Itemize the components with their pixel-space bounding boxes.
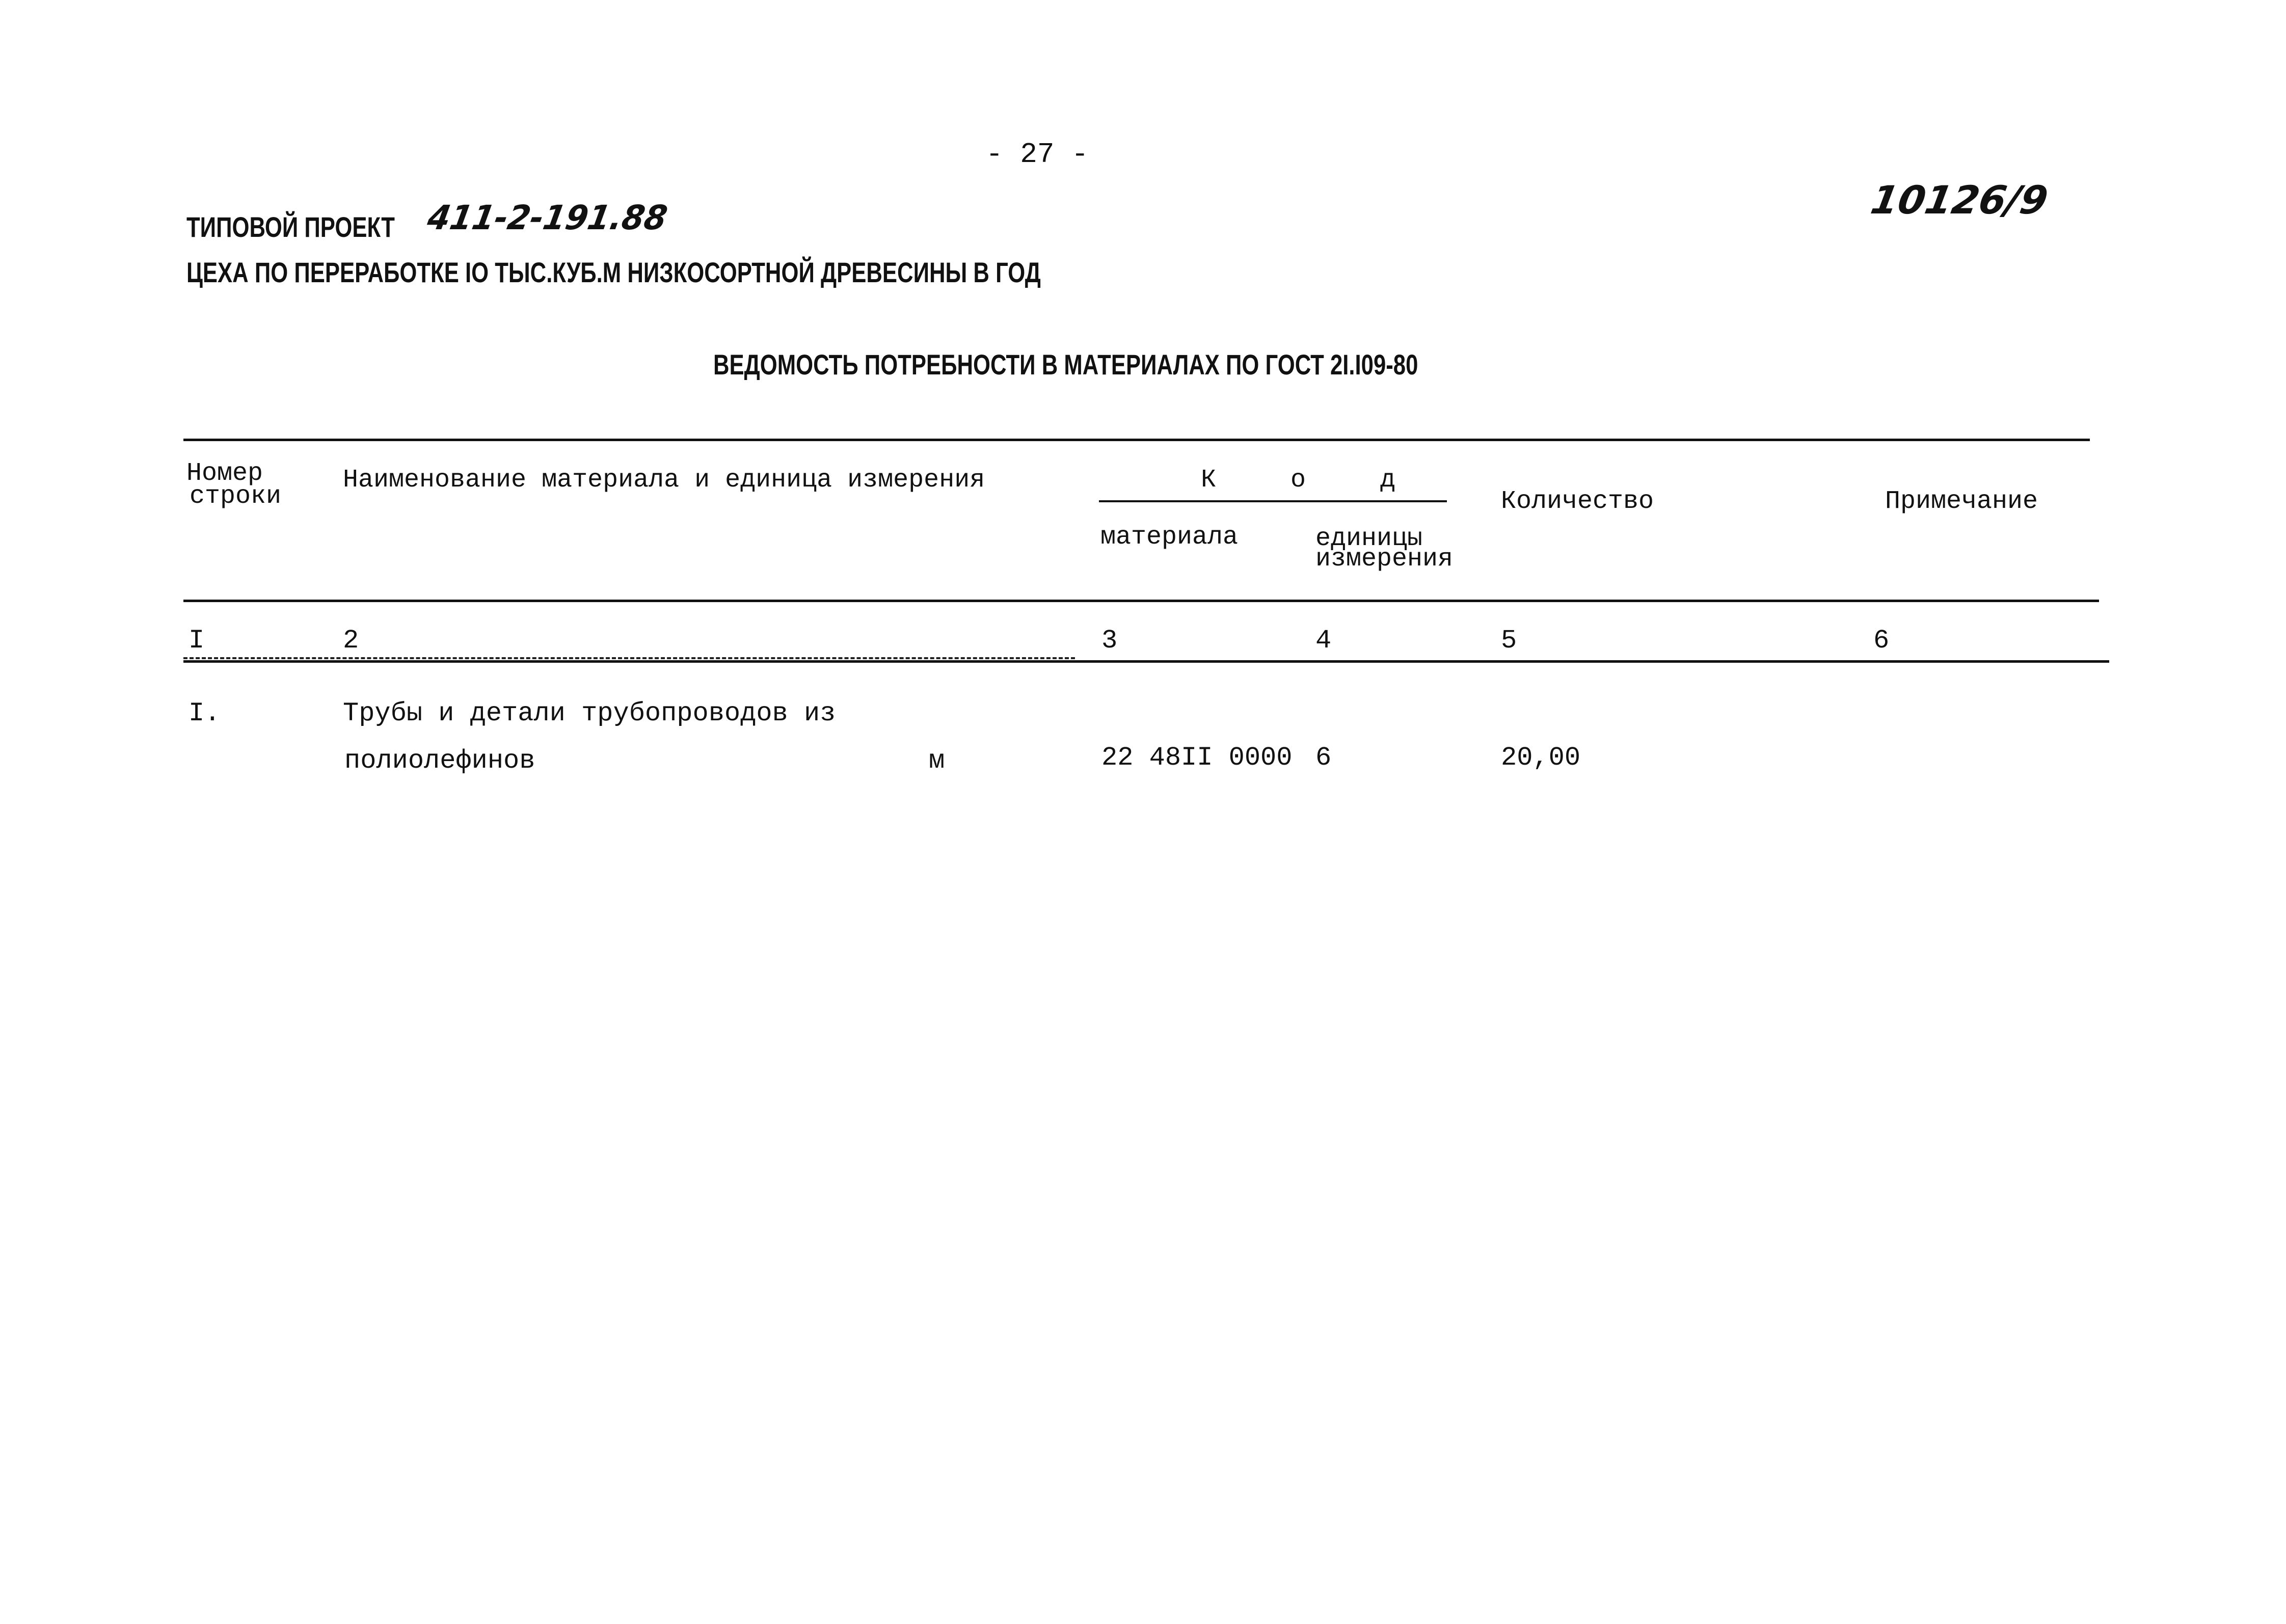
quantity-value: 20,00 xyxy=(1501,743,1581,773)
page-number: - 27 - xyxy=(986,138,1089,171)
table-top-rule xyxy=(183,439,2090,441)
project-label: ТИПОВОЙ ПРОЕКТ xyxy=(186,211,395,243)
column-number: 3 xyxy=(1101,626,1118,656)
header-material-name: Наименование материала и единица измерения xyxy=(343,466,985,495)
header-code-material: материала xyxy=(1100,523,1239,552)
row-number: I. xyxy=(189,698,221,728)
column-number: 6 xyxy=(1873,626,1890,656)
column-number: I xyxy=(189,626,205,656)
header-bottom-rule xyxy=(183,600,2099,602)
header-note: Примечание xyxy=(1885,487,2038,516)
project-number: 411-2-191.88 xyxy=(424,198,670,237)
column-numbers-dashed-rule xyxy=(183,657,1075,659)
header-code-unit: единицы xyxy=(1315,524,1423,553)
unit-code: 6 xyxy=(1315,743,1332,773)
code-subheader-rule xyxy=(1099,500,1447,502)
column-numbers-bottom-rule xyxy=(183,660,2109,663)
material-unit: м xyxy=(929,746,945,776)
column-number: 2 xyxy=(343,626,359,656)
header-code: К о д xyxy=(1201,466,1400,495)
header-row-number: Номер xyxy=(186,459,263,488)
column-number: 5 xyxy=(1501,626,1517,656)
column-number: 4 xyxy=(1315,626,1332,656)
header-code-unit-line-2: измерения xyxy=(1315,545,1454,574)
material-code: 22 48II 0000 xyxy=(1101,743,1293,773)
document-title: ВЕДОМОСТЬ ПОТРЕБНОСТИ В МАТЕРИАЛАХ ПО ГОСТ 2I.I09-80 xyxy=(713,348,1418,381)
header-quantity: Количество xyxy=(1501,487,1654,516)
material-name-line-2: полиолефинов xyxy=(344,746,535,776)
inventory-number: 10126/9 xyxy=(1867,177,2052,223)
workshop-title: ЦЕХА ПО ПЕРЕРАБОТКЕ IO ТЫС.КУБ.М НИЗКОСОРТНОЙ ДРЕВЕСИНЫ В ГОД xyxy=(186,256,1041,288)
material-name: Трубы и детали трубопроводов из xyxy=(343,698,836,728)
header-row-number-line-2: строки xyxy=(190,482,282,511)
